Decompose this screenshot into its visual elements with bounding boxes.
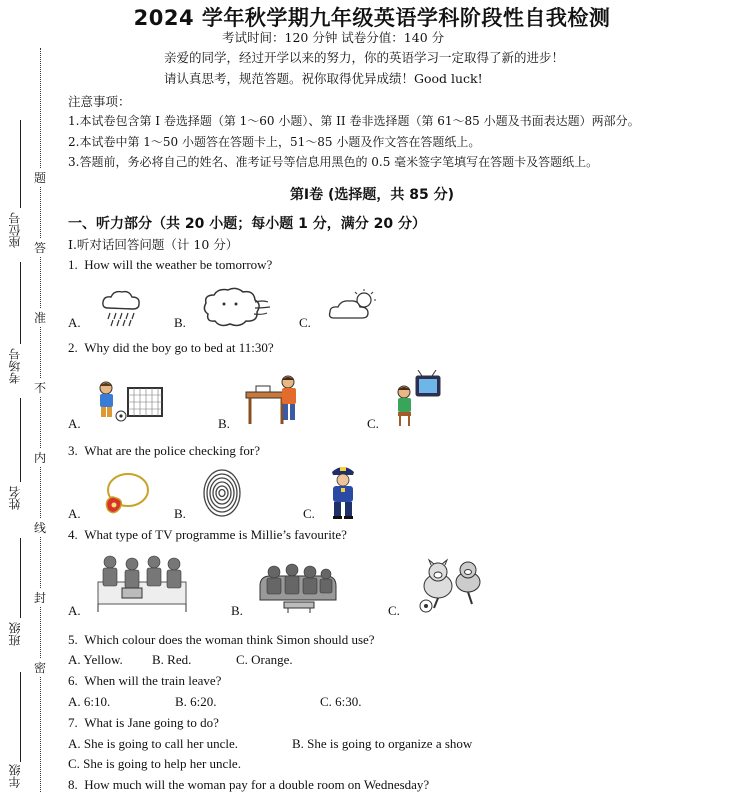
boy-playing-football-icon [94, 378, 170, 428]
exam-room-label: 考场号 [8, 348, 22, 384]
option-label[interactable]: A. [68, 506, 81, 521]
family-on-sofa-icon [256, 558, 340, 614]
question-7 [68, 715, 219, 731]
police-officer-icon [326, 462, 360, 520]
option-label[interactable]: B. [218, 416, 230, 431]
question-number: 4. [68, 527, 78, 542]
option-label[interactable]: A. [68, 603, 81, 618]
question-1 [68, 257, 272, 273]
exam-info: 考试时间：120 分钟 试卷分值：140 分 [222, 30, 445, 45]
boy-watching-tv-icon [392, 370, 444, 428]
option-label[interactable]: A. [68, 315, 81, 330]
option-a[interactable]: A. 6:10. [68, 694, 111, 709]
binding-dotted-line [40, 48, 41, 792]
necklace-icon [96, 470, 152, 520]
question-6 [68, 673, 221, 689]
question-8 [68, 777, 429, 793]
question-number: 3. [68, 443, 78, 458]
option-a[interactable]: A. Yellow. [68, 652, 123, 667]
binding-word: 不 [34, 378, 46, 397]
class-line[interactable] [20, 538, 21, 618]
option-label[interactable]: B. [174, 506, 186, 521]
question-text: Which colour does the woman think Simon should use? [84, 632, 375, 647]
option-b[interactable]: B. 6:20. [175, 694, 217, 709]
class-label: 班级 [8, 622, 22, 646]
binding-word: 题 [34, 168, 46, 187]
fingerprint-icon [202, 468, 242, 518]
seat-number-label: 座位号 [8, 212, 22, 248]
note-item: 3.答题前，务必将自己的姓名、准考证号等信息用黑色的 0.5 毫米签字笔填写在答题卡及答题纸上。 [68, 155, 599, 169]
question-text: How much will the woman pay for a double room on Wednesday? [84, 777, 430, 792]
page-title: 2024 学年秋学期九年级英语学科阶段性自我检测 [133, 6, 611, 30]
option-b[interactable]: B. She is going to organize a show [292, 736, 473, 751]
option-label[interactable]: C. [303, 506, 315, 521]
notes-heading: 注意事项： [68, 94, 131, 109]
question-text: Why did the boy go to bed at 11:30? [84, 340, 274, 355]
question-4 [68, 527, 347, 543]
option-label[interactable]: B. [174, 315, 186, 330]
option-label[interactable]: B. [231, 603, 243, 618]
option-label[interactable]: C. [388, 603, 400, 618]
binding-word: 密 [34, 658, 46, 677]
grade-label: 年级 [8, 764, 22, 788]
question-text: What type of TV programme is Millie’s favourite? [84, 527, 347, 542]
binding-word: 封 [34, 588, 46, 607]
name-line[interactable] [20, 398, 21, 482]
binding-word: 内 [34, 448, 46, 467]
option-label[interactable]: C. [299, 315, 311, 330]
option-label[interactable]: C. [367, 416, 379, 431]
question-text: What are the police checking for? [84, 443, 261, 458]
grade-line[interactable] [20, 672, 21, 762]
name-label: 姓名 [8, 486, 22, 510]
question-text: When will the train leave? [84, 673, 222, 688]
windy-cloud-icon [200, 286, 272, 330]
binding-word: 准 [34, 308, 46, 327]
question-3 [68, 443, 260, 459]
question-text: What is Jane going to do? [84, 715, 219, 730]
option-c[interactable]: C. She is going to help her uncle. [68, 756, 241, 771]
cloudy-sun-icon [328, 288, 380, 324]
option-c[interactable]: C. 6:30. [320, 694, 362, 709]
section-title: 第Ⅰ卷 (选择题，共 85 分) [289, 187, 455, 203]
question-number: 6. [68, 673, 78, 688]
binding-word: 答 [34, 238, 46, 257]
question-number: 7. [68, 715, 78, 730]
greeting-line: 亲爱的同学，经过开学以来的努力，你的英语学习一定取得了新的进步！ [164, 50, 565, 65]
news-studio-people-icon [96, 552, 188, 614]
question-number: 8. [68, 777, 78, 792]
note-item: 1.本试卷包含第 I 卷选择题（第 1～60 小题）、第 II 卷非选择题（第 61～85 小题及书面表达题）两部分。 [68, 114, 640, 128]
question-number: 5. [68, 632, 78, 647]
subpart-title: I.听对话回答问题（计 10 分） [68, 237, 239, 252]
note-item: 2.本试卷中第 1～50 小题答在答题卡上，51～85 小题及作文答在答题纸上。 [68, 135, 481, 149]
rain-cloud-icon [98, 288, 146, 328]
binding-word: 线 [34, 518, 46, 537]
question-2 [68, 340, 274, 356]
option-a[interactable]: A. She is going to call her uncle. [68, 736, 239, 751]
greeting-line: 请认真思考，规范答题。祝你取得优异成绩！Good luck! [164, 71, 483, 86]
question-number: 1. [68, 257, 78, 272]
option-label[interactable]: A. [68, 416, 81, 431]
option-c[interactable]: C. Orange. [236, 652, 293, 667]
part-title: 一、听力部分（共 20 小题；每小题 1 分，满分 20 分） [68, 216, 426, 232]
exam-room-line[interactable] [20, 262, 21, 344]
option-b[interactable]: B. Red. [152, 652, 192, 667]
boy-studying-at-desk-icon [242, 372, 302, 430]
cartoon-animals-icon [416, 558, 488, 614]
question-text: How will the weather be tomorrow? [84, 257, 273, 272]
question-number: 2. [68, 340, 78, 355]
question-5 [68, 632, 375, 648]
